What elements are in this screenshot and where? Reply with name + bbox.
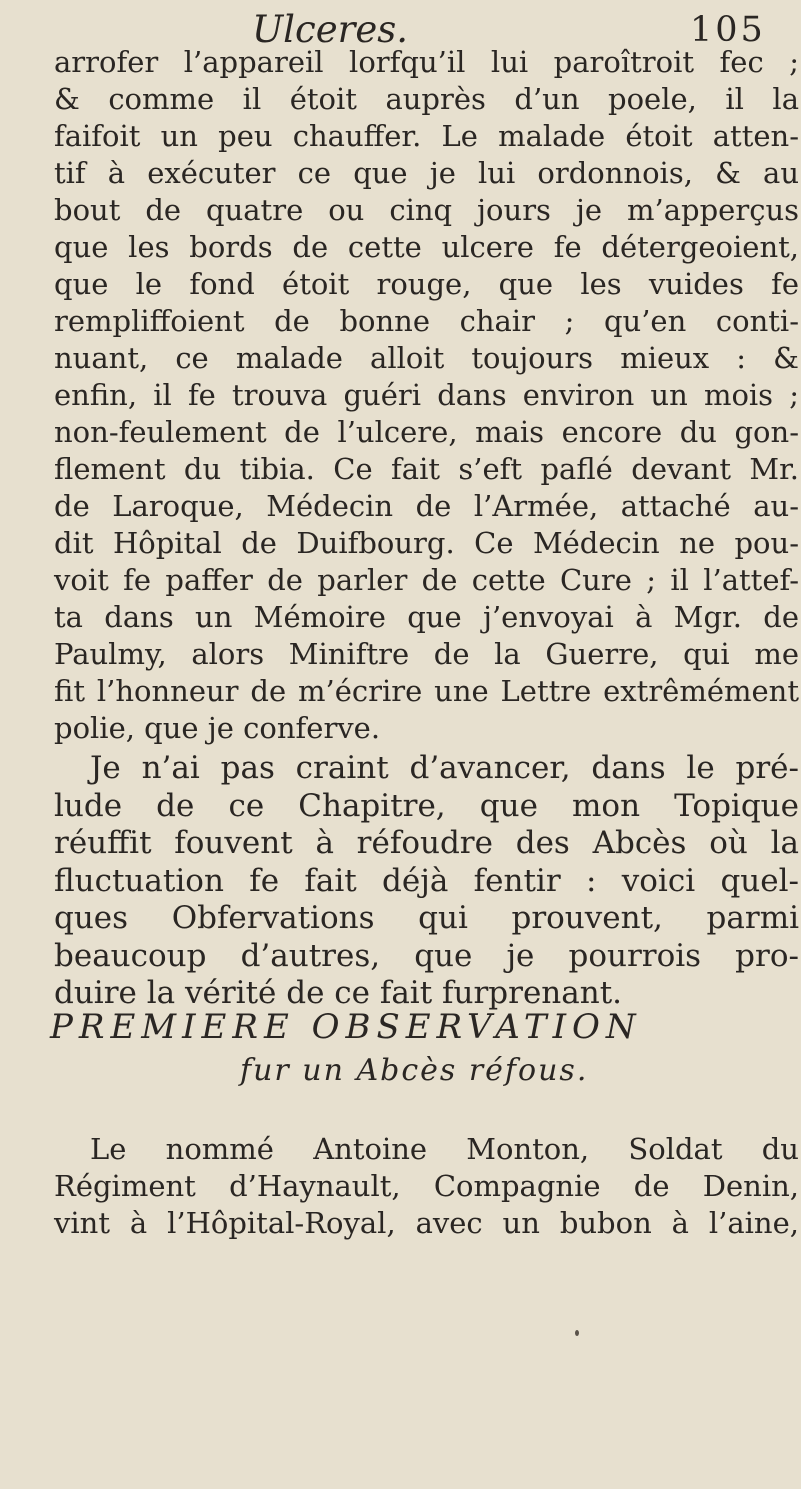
text-line: faifoit un peu chauffer. Le malade étoit atten- [54, 119, 799, 153]
text-line: Régiment d’Haynault, Compagnie de Denin, [54, 1169, 799, 1203]
text-line: bout de quatre ou cinq jours je m’apperçus [54, 193, 799, 227]
page-number: 105 [690, 10, 766, 50]
text-line: voit fe paffer de parler de cette Cure ; il l’attef- [54, 563, 799, 597]
text-line: arrofer l’appareil lorfqu’il lui paroîtroit fec ; [54, 45, 799, 79]
text-line: polie, que je conferve. [54, 711, 381, 745]
text-line: que les bords de cette ulcere fe détergeoient, [54, 230, 799, 264]
text-line: tif à exécuter ce que je lui ordonnois, & au [54, 156, 799, 190]
paragraph-ulcer-cure [54, 44, 799, 747]
text-line: nuant, ce malade alloit toujours mieux : & [54, 341, 799, 375]
text-line: Le nommé Antoine Monton, Soldat du [90, 1132, 799, 1166]
ink-speck [575, 1330, 579, 1336]
observation-subheading: fur un Abcès réfous. [240, 1053, 589, 1088]
text-line: & comme il étoit auprès d’un poele, il la [54, 82, 799, 116]
text-line: lude de ce Chapitre, que mon Topique [54, 787, 799, 824]
text-line: ta dans un Mémoire que j’envoyai à Mgr. de [54, 600, 799, 634]
text-line: fit l’honneur de m’écrire une Lettre extrêmément [54, 674, 799, 708]
text-line: ques Obfervations qui prouvent, parmi [54, 900, 799, 936]
text-line: rempliffoient de bonne chair ; qu’en conti- [54, 304, 799, 338]
text-line: que le fond étoit rouge, que les vuides fe [54, 267, 799, 301]
observation-heading: PREMIERE OBSERVATION [50, 1007, 642, 1047]
text-line: Paulmy, alors Miniftre de la Guerre, qui me [54, 637, 799, 671]
text-line: fluctuation fe fait déjà fentir : voici quel- [54, 862, 799, 899]
text-line: réuffit fouvent à réfoudre des Abcès où la [54, 825, 799, 861]
text-line: enfin, il fe trouva guéri dans environ un mois ; [54, 378, 799, 412]
text-line: duire la vérité de ce fait furprenant. [54, 975, 623, 1011]
paragraph-observation [54, 1131, 799, 1242]
text-line: Je n’ai pas craint d’avancer, dans le pré- [90, 750, 799, 786]
running-title: Ulceres. [252, 8, 408, 51]
text-line: de Laroque, Médecin de l’Armée, attaché au- [54, 489, 799, 523]
text-line: non-feulement de l’ulcere, mais encore du gon- [54, 415, 799, 449]
text-line: beaucoup d’autres, que je pourrois pro- [54, 937, 799, 974]
text-line: vint à l’Hôpital-Royal, avec un bubon à l’aine, [54, 1206, 799, 1240]
paragraph-prelude [54, 750, 799, 1013]
text-line: dit Hôpital de Duifbourg. Ce Médecin ne pou- [54, 526, 799, 560]
text-line: flement du tibia. Ce fait s’eft paflé devant Mr. [54, 452, 799, 486]
